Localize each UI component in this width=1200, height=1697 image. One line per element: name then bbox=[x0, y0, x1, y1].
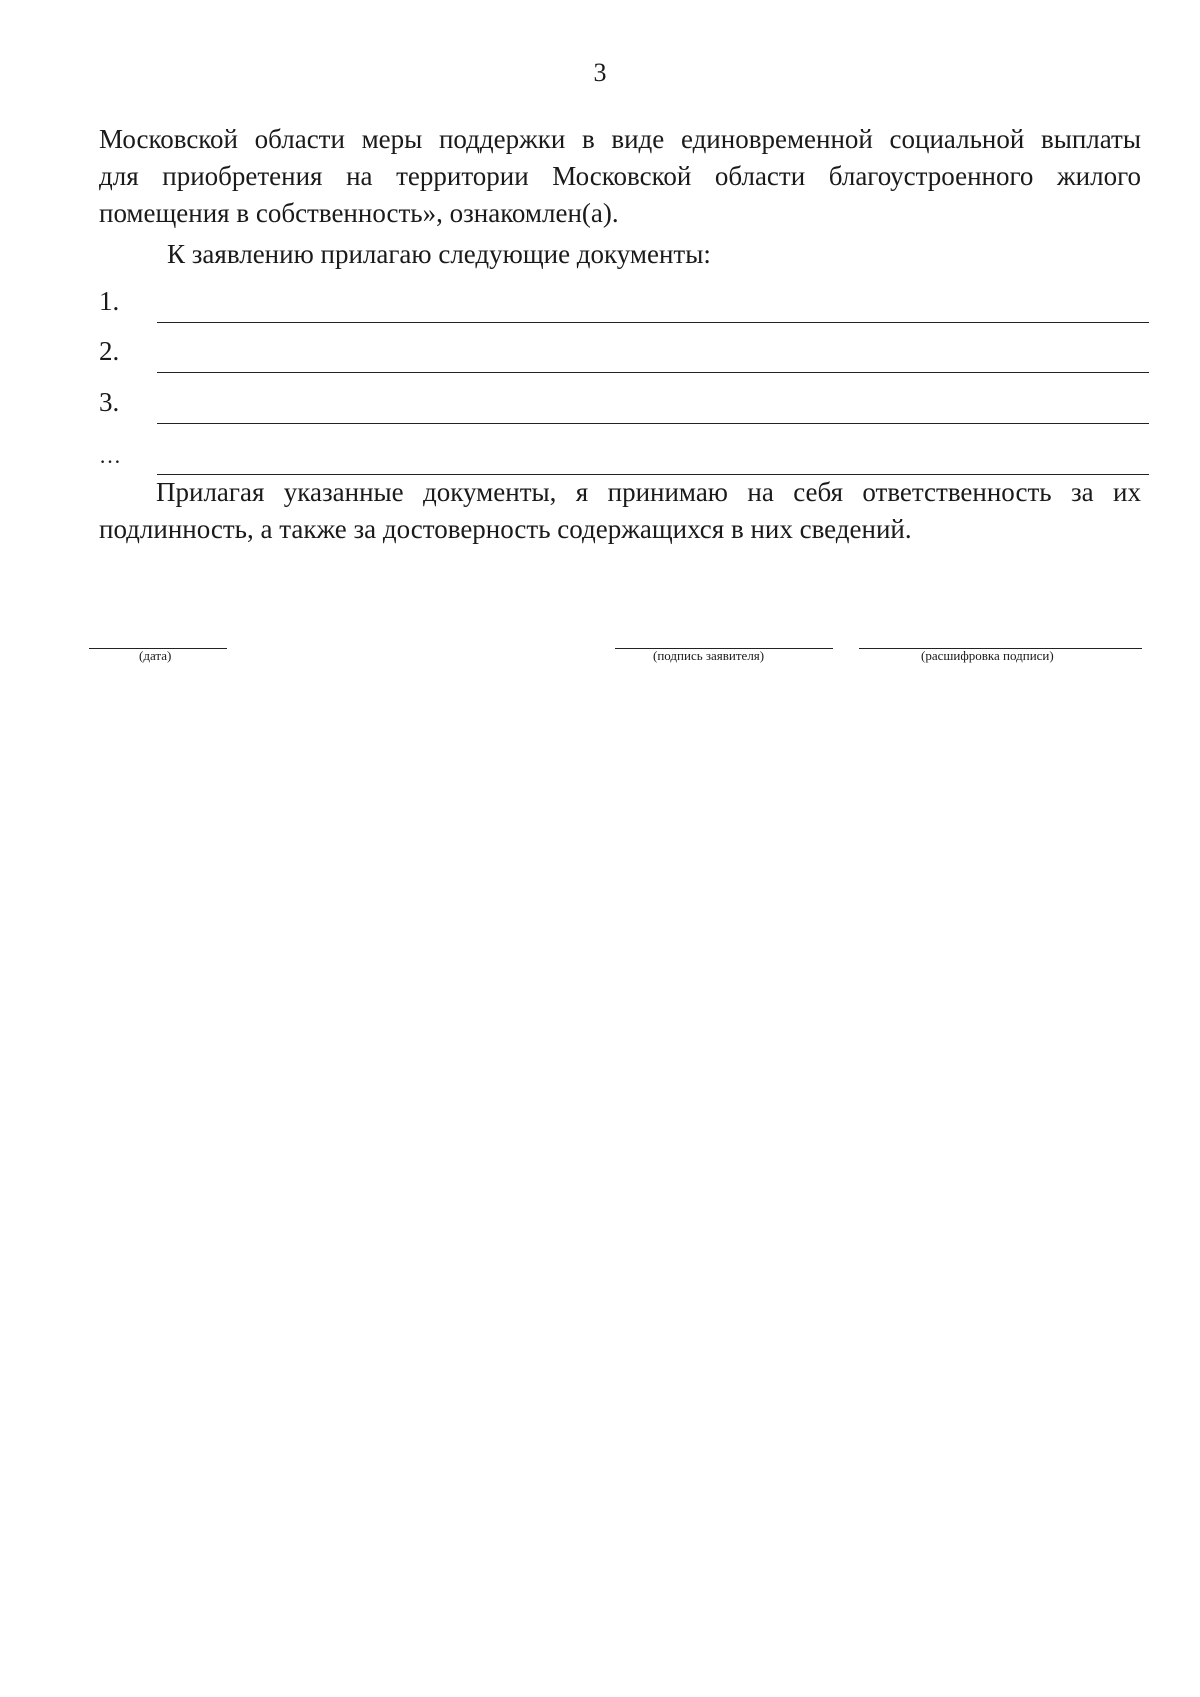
signature-caption: (подпись заявителя) bbox=[653, 648, 765, 663]
closing-paragraph bbox=[99, 474, 1141, 548]
attachment-blank-line bbox=[157, 423, 1149, 424]
signature-transcript-caption: (расшифровка подписи) bbox=[921, 648, 1054, 663]
attachment-number: 1. bbox=[99, 286, 120, 316]
attachment-blank-line bbox=[157, 372, 1149, 373]
attachment-row bbox=[99, 333, 1149, 373]
page-number: 3 bbox=[593, 58, 607, 87]
date-caption: (дата) bbox=[139, 648, 172, 663]
attachments-heading: К заявлению прилагаю следующие документы: bbox=[167, 239, 711, 269]
attachment-blank-line bbox=[157, 322, 1149, 323]
intro-line: для приобретения на территории Московской области благоустроенного жилого bbox=[99, 161, 1141, 191]
intro-paragraph bbox=[99, 121, 1141, 232]
date-field bbox=[89, 648, 227, 668]
attachment-row bbox=[99, 384, 1149, 424]
signature-field bbox=[615, 648, 833, 668]
intro-line: помещения в собственность», ознакомлен(а). bbox=[99, 198, 619, 228]
signature-transcript-field bbox=[859, 648, 1142, 668]
attachment-number: 3. bbox=[99, 387, 120, 417]
intro-line: Московской области меры поддержки в виде единовременной социальной выплаты bbox=[99, 124, 1141, 154]
attachment-ellipsis: … bbox=[99, 443, 123, 468]
closing-line: подлинность, а также за достоверность содержащихся в них сведений. bbox=[99, 514, 912, 544]
attachment-row bbox=[99, 283, 1149, 323]
closing-line: Прилагая указанные документы, я принимаю на себя ответственность за их bbox=[156, 477, 1141, 507]
attachment-number: 2. bbox=[99, 336, 120, 366]
attachment-row bbox=[99, 435, 1149, 475]
